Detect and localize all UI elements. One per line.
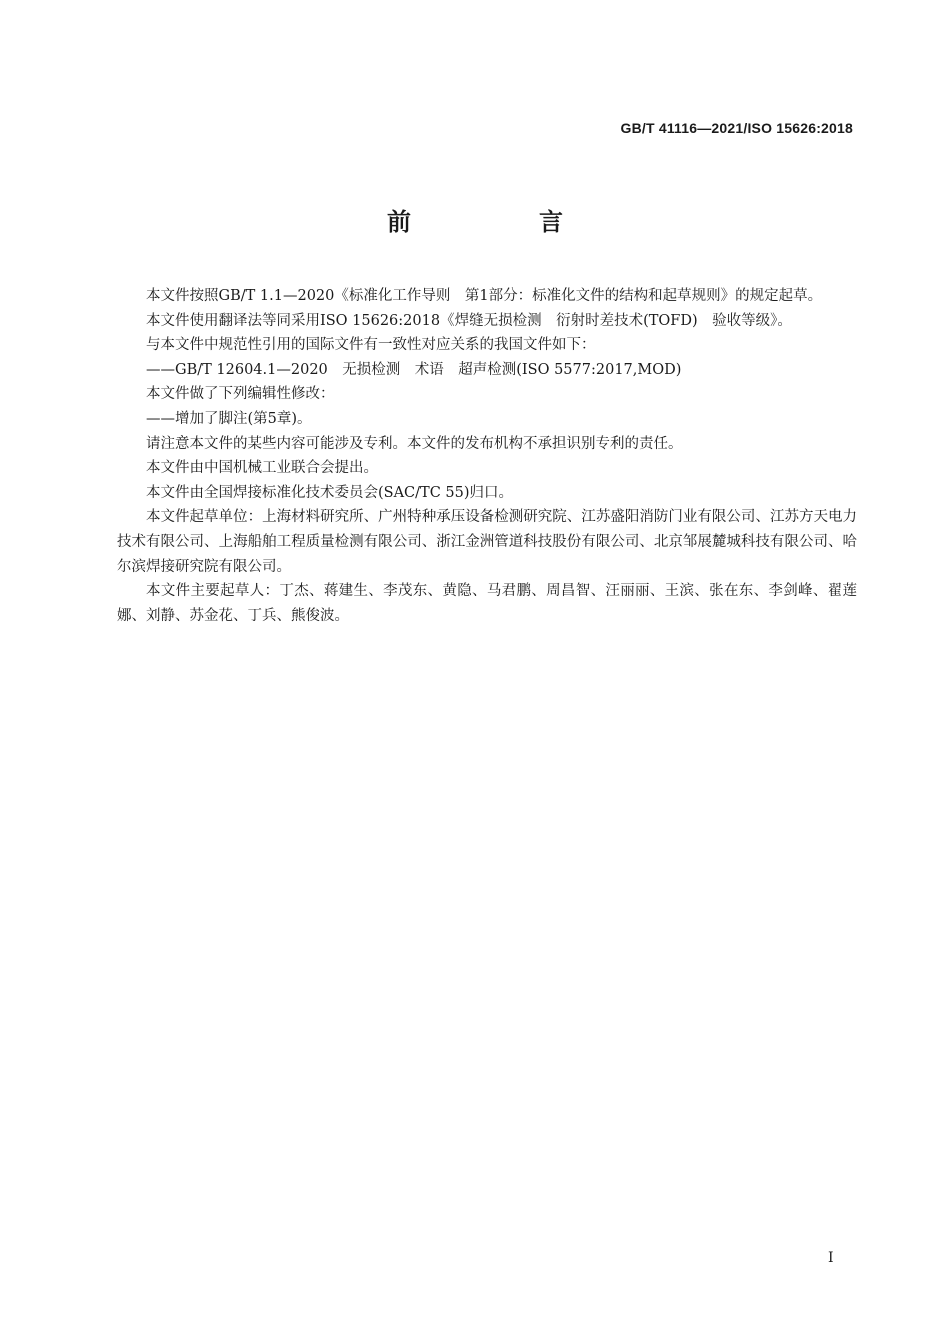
page-number: I xyxy=(828,1250,834,1266)
paragraph-committee: 本文件由全国焊接标准化技术委员会(SAC/TC 55)归口。 xyxy=(146,484,514,501)
paragraph-drafters: 本文件主要起草人：丁杰、蒋建生、李茂东、黄隐、马君鹏、周昌智、汪丽丽、王滨、张在东、李剑峰、翟莲娜、刘静、苏金花、丁兵、熊俊波。 xyxy=(117,583,857,624)
paragraph-drafting-units: 本文件起草单位：上海材料研究所、广州特种承压设备检测研究院、江苏盛阳消防门业有限公司、江苏方天电力技术有限公司、上海船舶工程质量检测有限公司、浙江金洲管道科技股份有限公司、北京邹展麓城科技有限公司、哈尔滨焊接研究院有限公司。 xyxy=(117,509,857,575)
paragraph-editorial-intro: 本文件做了下列编辑性修改： xyxy=(146,386,335,403)
paragraph-correspondence-intro: 与本文件中规范性引用的国际文件有一致性对应关系的我国文件如下： xyxy=(146,337,596,354)
paragraph-proposer: 本文件由中国机械工业联合会提出。 xyxy=(146,460,378,477)
paragraph-drafting-rules: 本文件按照GB/T 1.1—2020《标准化工作导则 第1部分：标准化文件的结构和起草规则》的规定起草。 xyxy=(146,288,823,304)
paragraph-correspondence-item: ——GB/T 12604.1—2020 无损检测 术语 超声检测(ISO 5577:2017,MOD) xyxy=(146,361,682,378)
standard-code: GB/T 41116—2021/ISO 15626:2018 xyxy=(620,120,853,136)
paragraph-patent-notice: 请注意本文件的某些内容可能涉及专利。本文件的发布机构不承担识别专利的责任。 xyxy=(146,435,683,452)
foreword-body xyxy=(117,284,857,628)
paragraph-adoption: 本文件使用翻译法等同采用ISO 15626:2018《焊缝无损检测 衍射时差技术(TOFD) 验收等级》。 xyxy=(146,312,792,329)
page-title: 前 言 xyxy=(387,208,615,236)
paragraph-editorial-item: ——增加了脚注(第5章)。 xyxy=(146,410,312,427)
